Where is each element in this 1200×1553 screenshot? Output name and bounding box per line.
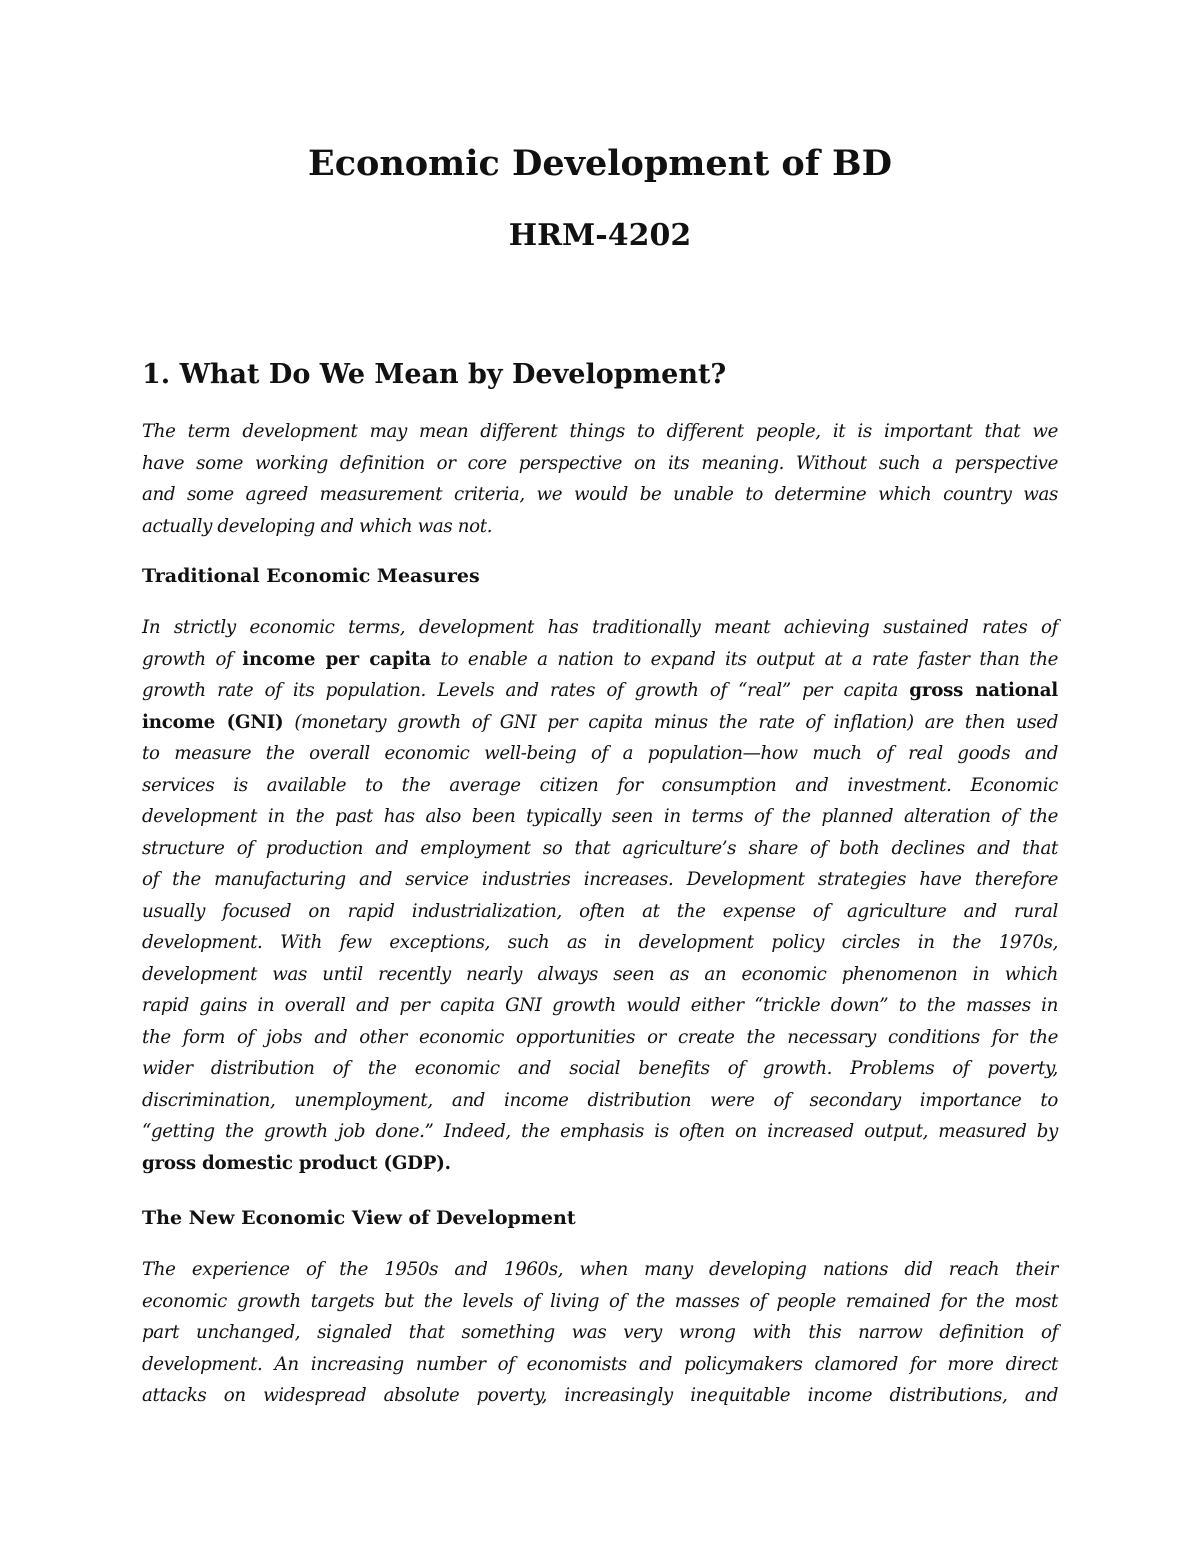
paragraph-line: the form of jobs and other economic opportunities or create the necessary conditions for the: [142, 1026, 1058, 1048]
section-heading: 1. What Do We Mean by Development?: [142, 359, 727, 390]
bold-term: gross national: [909, 680, 1058, 701]
paragraph-line: The experience of the 1950s and 1960s, when many developing nations did reach their: [142, 1259, 1058, 1280]
paragraph-line: [142, 644, 1058, 676]
paragraph-line: wider distribution of the economic and social benefits of growth. Problems of poverty,: [142, 1058, 1058, 1079]
paragraph-line: development. An increasing number of economists and policymakers clamored for more direct: [142, 1353, 1058, 1375]
paragraph-line: attacks on widespread absolute poverty, increasingly inequitable income distributions, and: [142, 1385, 1058, 1406]
paragraph-line: services is available to the average citizen for consumption and investment. Economic: [142, 774, 1058, 796]
line-segment: growth of: [142, 648, 243, 670]
paragraph-line: of the manufacturing and service industries increases. Development strategies have therefore: [142, 869, 1058, 890]
subheading-new-view: The New Economic View of Development: [142, 1207, 576, 1229]
paragraph-line: In strictly economic terms, development has traditionally meant achieving sustained rates of: [142, 617, 1058, 638]
paragraph-line: part unchanged, signaled that something was very wrong with this narrow definition of: [142, 1322, 1058, 1343]
paragraph-line: actually developing and which was not.: [142, 515, 493, 537]
paragraph-line: discrimination, unemployment, and income distribution were of secondary importance to: [142, 1089, 1058, 1111]
bold-term: income (GNI): [142, 711, 284, 733]
paragraph-line: development in the past has also been typically seen in terms of the planned alteration of the: [142, 806, 1058, 827]
paragraph-line: [142, 707, 1058, 739]
paragraph-line: rapid gains in overall and per capita GNI growth would either “trickle down” to the masses in: [142, 995, 1058, 1016]
line-segment: (monetary growth of GNI per capita minus the rate of inflation) are then used: [283, 711, 1058, 733]
paragraph-line: [142, 1148, 1058, 1180]
line-segment: to enable a nation to expand its output at a rate faster than the: [430, 648, 1058, 670]
subheading-traditional: Traditional Economic Measures: [142, 565, 480, 587]
course-code: HRM-4202: [508, 218, 692, 253]
paragraph-line: development was until recently nearly always seen as an economic phenomenon in which: [142, 963, 1058, 985]
paragraph-line: have some working definition or core perspective on its meaning. Without such a perspective: [142, 452, 1058, 474]
paragraph-line: economic growth targets but the levels of living of the masses of people remained for the most: [142, 1290, 1058, 1312]
paragraph-line: “getting the growth job done.” Indeed, the emphasis is often on increased output, measured by: [142, 1121, 1058, 1142]
paragraph-line: usually focused on rapid industrialization, often at the expense of agriculture and rural: [142, 900, 1058, 922]
bold-term: income per capita: [242, 648, 431, 670]
paragraph-line: development. With few exceptions, such as in development policy circles in the 1970s,: [142, 932, 1058, 953]
paragraph-line: and some agreed measurement criteria, we would be unable to determine which country was: [142, 484, 1058, 505]
bold-term: gross domestic product (GDP).: [142, 1152, 451, 1174]
paragraph-line: structure of production and employment so that agriculture’s share of both declines and that: [142, 837, 1058, 859]
paragraph-line: [142, 675, 1058, 707]
paragraph-line: to measure the overall economic well-being of a population—how much of real goods and: [142, 743, 1058, 764]
document-title: Economic Development of BD: [308, 143, 892, 184]
paragraph-line: The term development may mean different things to different people, it is important that we: [142, 421, 1058, 442]
intro-paragraph: [142, 416, 1058, 542]
line-segment: growth rate of its population. Levels and rates of growth of “real” per capita: [142, 680, 910, 701]
new-view-paragraph: [142, 1254, 1058, 1412]
traditional-paragraph: [142, 612, 1058, 1179]
